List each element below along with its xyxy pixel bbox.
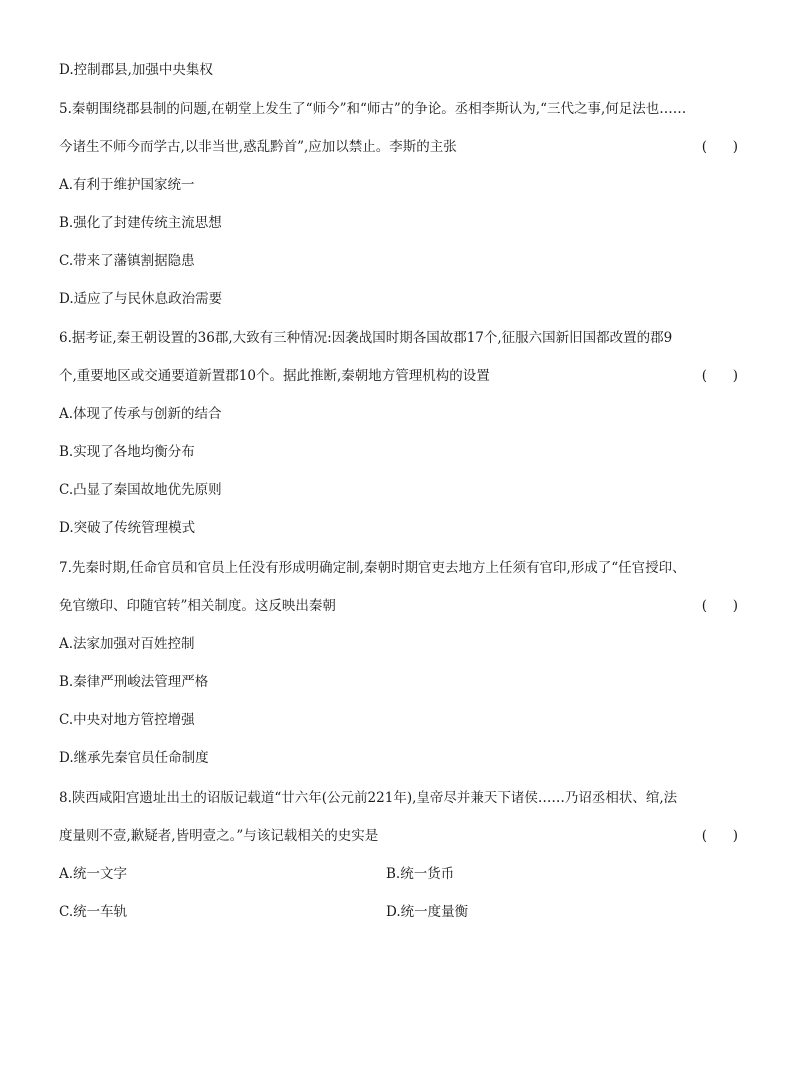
q7-stem-line1: 7.先秦时期,任命官员和官员上任没有形成明确定制,秦朝时期官吏去地方上任须有官印,形成了“任官授印、 bbox=[59, 560, 686, 576]
q6-option-a: A.体现了传承与创新的结合 bbox=[59, 406, 222, 422]
q8-option-c: C.统一车轨 bbox=[59, 904, 128, 920]
q4-option-d: D.控制郡县,加强中央集权 bbox=[59, 62, 213, 78]
q6-stem-line1: 6.据考证,秦王朝设置的36郡,大致有三种情况:因袭战国时期各国故郡17个,征服六国新旧国都改置的郡9 bbox=[59, 330, 673, 346]
q7-option-b: B.秦律严刑峻法管理严格 bbox=[59, 674, 209, 690]
q5-option-a: A.有利于维护国家统一 bbox=[59, 177, 195, 193]
q5-answer-paren: ( ) bbox=[701, 139, 738, 155]
q6-answer-paren: ( ) bbox=[701, 368, 738, 384]
q5-stem-line1: 5.秦朝围绕郡县制的问题,在朝堂上发生了“师今”和“师古”的争论。丞相李斯认为,“三代之事,何足法也…… bbox=[59, 101, 687, 117]
q5-option-c: C.带来了藩镇割据隐患 bbox=[59, 253, 195, 269]
q7-option-d: D.继承先秦官员任命制度 bbox=[59, 750, 209, 766]
q5-stem-line2: 今诸生不师今而学古,以非当世,惑乱黔首”,应加以禁止。李斯的主张 bbox=[59, 139, 457, 155]
q7-option-a: A.法家加强对百姓控制 bbox=[59, 636, 195, 652]
q6-option-b: B.实现了各地均衡分布 bbox=[59, 444, 195, 460]
q8-option-b: B.统一货币 bbox=[386, 866, 455, 882]
q7-stem-line2: 免官缴印、印随官转”相关制度。这反映出秦朝 bbox=[59, 598, 336, 614]
q6-option-c: C.凸显了秦国故地优先原则 bbox=[59, 482, 222, 498]
q8-answer-paren: ( ) bbox=[701, 828, 738, 844]
q5-option-d: D.适应了与民休息政治需要 bbox=[59, 291, 223, 307]
q8-stem-line2: 度量则不壹,歉疑者,皆明壹之。”与该记载相关的史实是 bbox=[59, 828, 379, 844]
q6-option-d: D.突破了传统管理模式 bbox=[59, 520, 196, 536]
q7-answer-paren: ( ) bbox=[701, 598, 738, 614]
q8-option-d: D.统一度量衡 bbox=[386, 904, 469, 920]
q6-stem-line2: 个,重要地区或交通要道新置郡10个。据此推断,秦朝地方管理机构的设置 bbox=[59, 368, 490, 384]
q8-option-a: A.统一文字 bbox=[59, 866, 128, 882]
q5-option-b: B.强化了封建传统主流思想 bbox=[59, 215, 222, 231]
q8-stem-line1: 8.陕西咸阳宫遗址出土的诏版记载道“廿六年(公元前221年),皇帝尽并兼天下诸侯……乃诏丞相状、绾,法 bbox=[59, 790, 678, 806]
q7-option-c: C.中央对地方管控增强 bbox=[59, 712, 195, 728]
